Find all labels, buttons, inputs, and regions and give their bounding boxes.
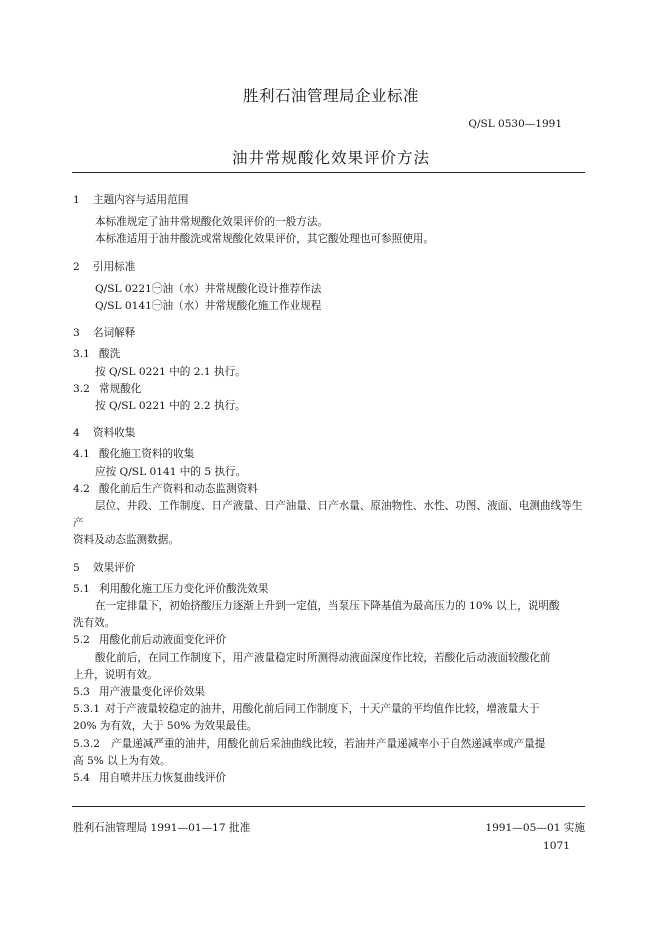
subsection-number: 4.1 (73, 448, 90, 461)
section-title: 引用标准 (93, 260, 136, 273)
subsection-number: 5.3.2 (73, 737, 100, 750)
subsection-title: 用酸化前后动液面变化评价 (99, 634, 227, 647)
subsection-3-1-text: 按 Q/SL 0221 中的 2.1 执行。 (95, 365, 246, 378)
section-title: 资料收集 (93, 427, 136, 440)
footer-divider (72, 806, 585, 807)
subsection-number: 3.2 (73, 382, 90, 395)
section-1-paragraph-2: 本标准适用于油井酸洗或常规酸化效果评价，其它酸处理也可参照使用。 (95, 233, 434, 246)
section-number: 4 (73, 427, 80, 440)
subsection-text: 产量递减严重的油井，用酸化前后采油曲线比较，若油井产量递减率小于自然递减率或产量提 (111, 737, 546, 750)
subsection-number: 5.1 (73, 582, 90, 595)
subsection-4-2-heading (73, 481, 585, 498)
subsection-number: 3.1 (73, 348, 90, 361)
subsection-3-1-heading (73, 346, 585, 363)
implementation-date: 1991—05—01 实施 (485, 822, 585, 834)
subsection-5-2-heading (73, 632, 585, 649)
section-number: 1 (73, 194, 80, 206)
subsection-5-3-2-line-1 (73, 736, 585, 753)
subsection-5-4-heading (73, 770, 585, 787)
reference-1: Q/SL 0221㊀油（水）井常规酸化设计推荐作法 (95, 282, 322, 295)
subsection-title: 用自喷井压力恢复曲线评价 (99, 772, 227, 785)
section-number: 5 (73, 561, 80, 574)
section-title: 效果评价 (93, 561, 136, 574)
section-1-heading (73, 192, 585, 209)
subsection-text: 对于产液量较稳定的油井，用酸化前后同工作制度下，十天产量的平均值作比较，增液量大于 (105, 703, 540, 716)
subsection-4-1-text: 应按 Q/SL 0141 中的 5 执行。 (95, 465, 247, 478)
title-divider (72, 172, 585, 173)
subsection-4-2-text-line-2: 资料及动态监测数据。 (73, 534, 179, 547)
subsection-5-1-text-line-2: 洗有效。 (73, 617, 116, 630)
subsection-title: 利用酸化施工压力变化评价酸洗效果 (99, 582, 269, 595)
subsection-number: 5.3.1 (73, 703, 100, 716)
document-title: 油井常规酸化效果评价方法 (231, 149, 430, 167)
subsection-5-2-text-line-1: 酸化前后，在同工作制度下，用产液量稳定时所测得动液面深度作比较，若酸化后动液面较酸化前 (95, 651, 551, 664)
subsection-5-3-1-line-2: 20% 为有效，大于 50% 为效果最佳。 (73, 720, 258, 733)
subsection-4-2-text-line-1: 层位、井段、工作制度、日产液量、日产油量、日产水量、原油物性、水性、功图、液面、电测曲线等生产 (73, 500, 583, 530)
organization-title: 胜利石油管理局企业标准 (242, 87, 419, 105)
subsection-5-3-2-line-2: 高 5% 以上为有效。 (73, 754, 171, 767)
section-5-heading (73, 560, 585, 577)
section-number: 2 (73, 260, 80, 273)
subsection-3-2-heading (73, 381, 585, 398)
section-title: 名词解释 (93, 327, 136, 340)
section-3-heading (73, 325, 585, 342)
subsection-3-2-text: 按 Q/SL 0221 中的 2.2 执行。 (95, 400, 246, 413)
approval-date: 胜利石油管理局 1991—01—17 批准 (73, 822, 251, 834)
subsection-4-1-heading (73, 446, 585, 463)
subsection-title: 酸洗 (99, 348, 121, 361)
subsection-title: 酸化施工资料的收集 (99, 448, 195, 461)
subsection-number: 4.2 (73, 482, 90, 495)
document-body (73, 192, 585, 787)
subsection-5-3-heading (73, 684, 585, 701)
subsection-number: 5.4 (73, 772, 90, 785)
subsection-5-1-text-line-1: 在一定排量下，初始挤酸压力逐渐上升到一定值，当泵压下降基值为最高压力的 10% 以上，说明酸 (95, 600, 560, 613)
reference-2: Q/SL 0141㊀油（水）井常规酸化施工作业规程 (95, 300, 322, 313)
subsection-5-1-heading (73, 581, 585, 598)
subsection-title: 常规酸化 (99, 382, 142, 395)
section-1-paragraph-1: 本标准规定了油井常规酸化效果评价的一般方法。 (95, 216, 329, 229)
section-2-heading (73, 259, 585, 276)
subsection-number: 5.3 (73, 686, 90, 699)
subsection-title: 酸化前后生产资料和动态监测资料 (99, 482, 258, 495)
section-title: 主题内容与适用范围 (93, 194, 189, 206)
subsection-title: 用产液量变化评价效果 (99, 686, 205, 699)
subsection-5-2-text-line-2: 上升，说明有效。 (73, 668, 158, 681)
section-4-heading (73, 425, 585, 442)
subsection-number: 5.2 (73, 634, 90, 647)
page-number: 1071 (543, 840, 570, 852)
standard-code: Q/SL 0530—1991 (468, 118, 562, 130)
section-number: 3 (73, 327, 80, 340)
subsection-5-3-1-line-1 (73, 701, 585, 718)
